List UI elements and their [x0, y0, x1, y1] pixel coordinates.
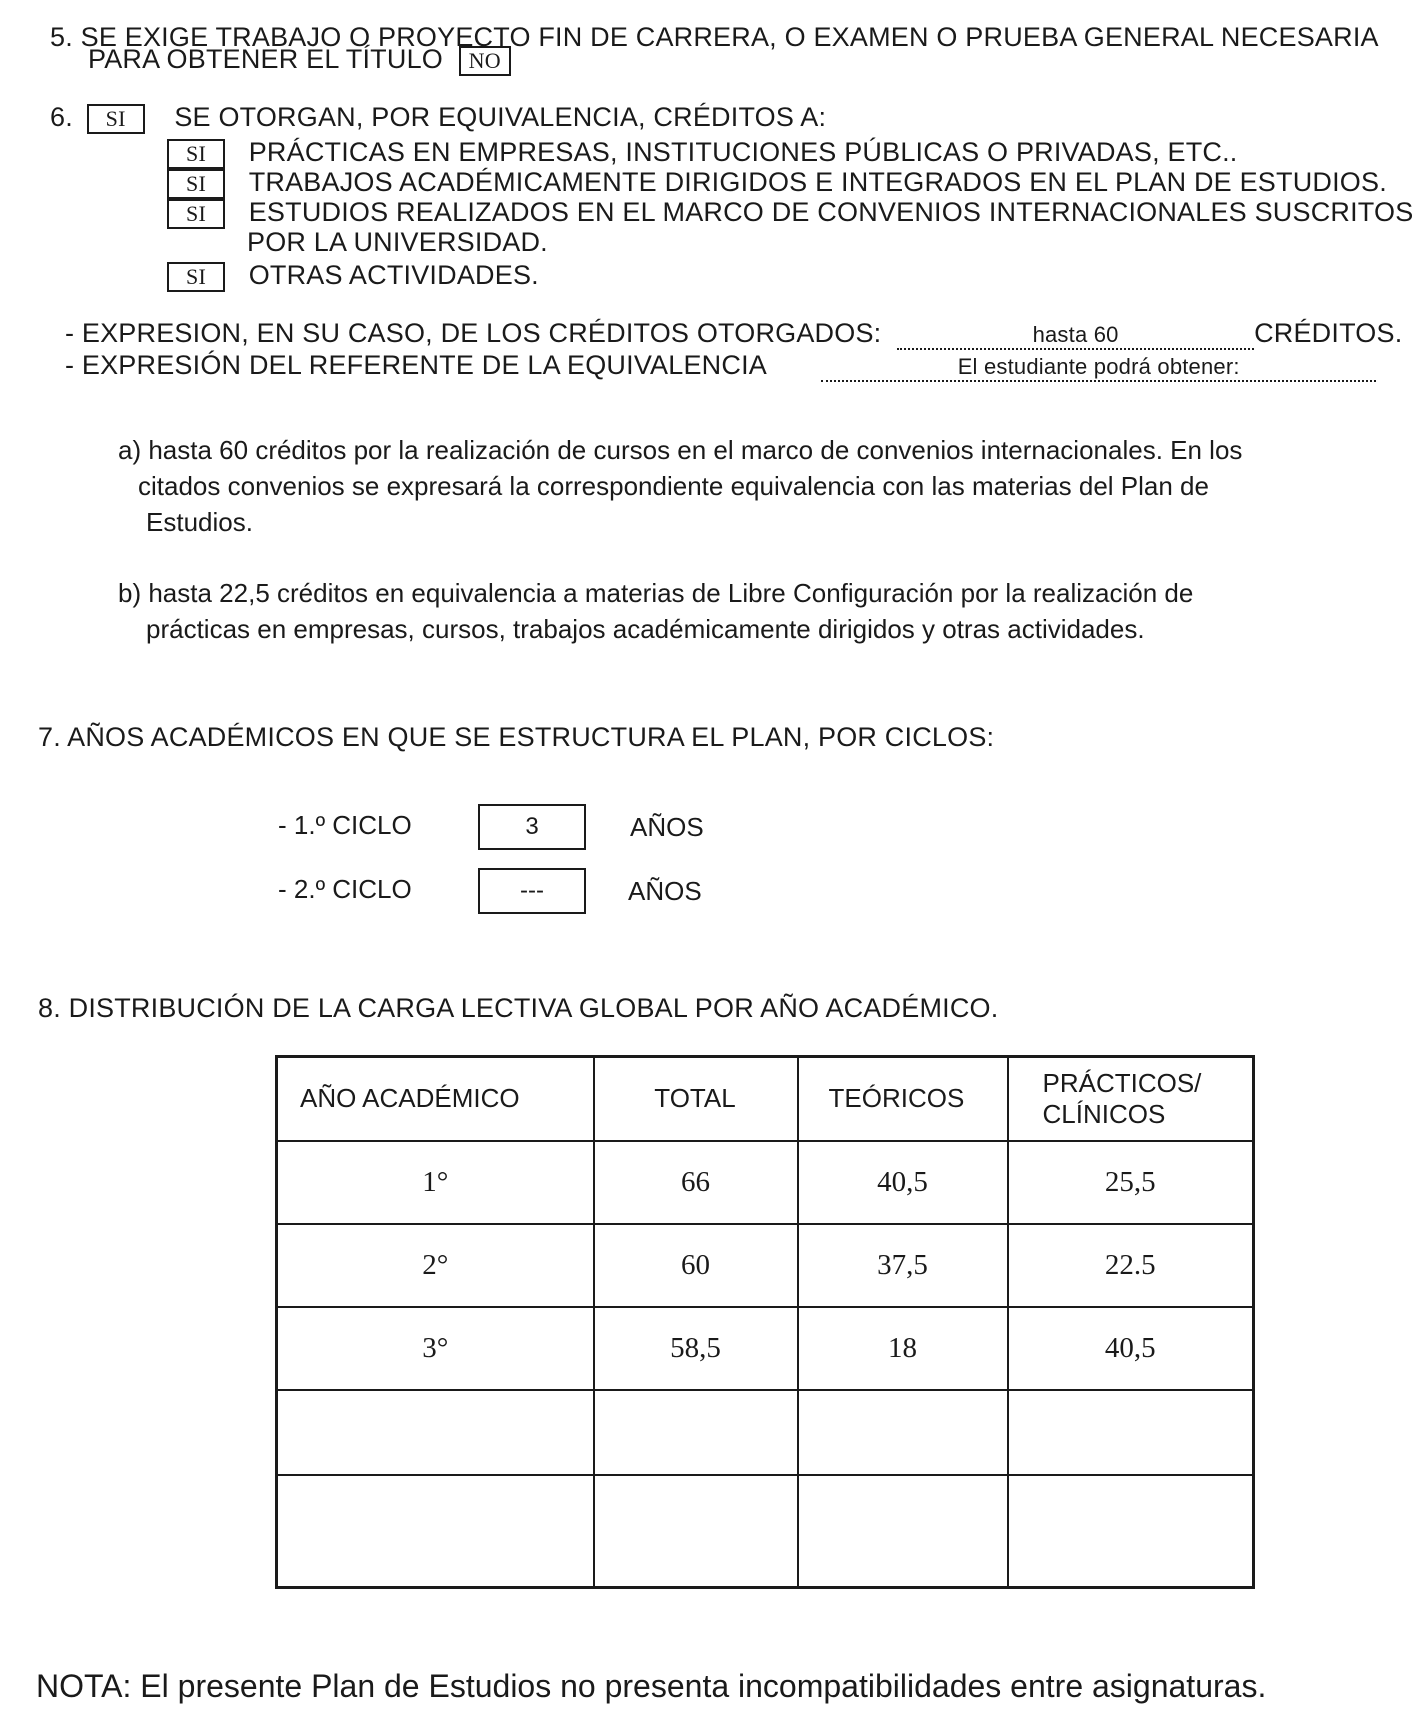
cell-total	[594, 1390, 798, 1475]
item-3-mark: SI	[167, 199, 225, 229]
section-6-number: 6.	[50, 102, 73, 132]
section-6-answer-box: SI	[87, 104, 145, 134]
cell-total: 60	[594, 1224, 798, 1307]
cell-practicos: 40,5	[1008, 1307, 1254, 1390]
paragraph-a-line-2: citados convenios se expresará la correspondiente equivalencia con las materias del Plan de	[138, 471, 1209, 501]
section-5-line-2	[88, 44, 511, 76]
item-4-mark: SI	[167, 262, 225, 292]
item-1-mark: SI	[167, 139, 225, 169]
expr-credits-line	[65, 318, 1402, 350]
cell-practicos: 22.5	[1008, 1224, 1254, 1307]
cell-teoricos	[798, 1390, 1008, 1475]
section-5-question: SE EXIGE TRABAJO O PROYECTO FIN DE CARRERA, O EXAMEN O PRUEBA GENERAL NECESARIA	[80, 22, 1379, 52]
cell-teoricos: 37,5	[798, 1224, 1008, 1307]
cycle-1-label: - 1.º CICLO	[278, 810, 412, 840]
section-8-title: 8. DISTRIBUCIÓN DE LA CARGA LECTIVA GLOBAL POR AÑO ACADÉMICO.	[38, 993, 999, 1023]
section-6-title: SE OTORGAN, POR EQUIVALENCIA, CRÉDITOS A:	[174, 102, 827, 132]
header-teoricos: TEÓRICOS	[798, 1057, 1008, 1141]
expr-credits-value: hasta 60	[897, 322, 1254, 350]
cycle-2-value-box: ---	[478, 868, 586, 914]
paragraph-b	[118, 575, 1193, 647]
cell-practicos	[1008, 1475, 1254, 1588]
cell-teoricos	[798, 1475, 1008, 1588]
item-4-text: OTRAS ACTIVIDADES.	[248, 260, 539, 290]
cell-total: 66	[594, 1141, 798, 1224]
nota-label: NOTA:	[36, 1668, 132, 1704]
section-5-number: 5.	[50, 22, 73, 52]
cycle-1-unit: AÑOS	[630, 812, 704, 842]
carga-lectiva-table	[275, 1055, 1255, 1589]
expr-ref-value: El estudiante podrá obtener:	[821, 354, 1376, 382]
expr-ref-line	[65, 350, 1376, 382]
header-total: TOTAL	[594, 1057, 798, 1141]
cell-ano: 2°	[277, 1224, 594, 1307]
nota-text: El presente Plan de Estudios no presenta incompatibilidades entre asignaturas.	[140, 1668, 1267, 1704]
cell-ano	[277, 1475, 594, 1588]
paragraph-a	[118, 432, 1242, 540]
nota-line	[36, 1668, 1266, 1705]
section-6-item-3	[167, 197, 1413, 229]
section-6-item-1	[167, 137, 1238, 169]
section-5-question-cont: PARA OBTENER EL TÍTULO	[88, 44, 443, 74]
table-row	[277, 1475, 1254, 1588]
item-2-text: TRABAJOS ACADÉMICAMENTE DIRIGIDOS E INTEGRADOS EN EL PLAN DE ESTUDIOS.	[248, 167, 1387, 197]
expr-credits-unit: CRÉDITOS.	[1254, 318, 1403, 348]
header-practicos-line-1: PRÁCTICOS/	[1042, 1067, 1202, 1098]
cell-teoricos: 40,5	[798, 1141, 1008, 1224]
expr-ref-label: - EXPRESIÓN DEL REFERENTE DE LA EQUIVALENCIA	[65, 350, 766, 380]
section-6-item-2	[167, 167, 1387, 199]
item-3-text: ESTUDIOS REALIZADOS EN EL MARCO DE CONVENIOS INTERNACIONALES SUSCRITOS	[248, 197, 1414, 227]
paragraph-a-line-1: a) hasta 60 créditos por la realización de cursos en el marco de convenios internacionales. En los	[118, 435, 1243, 465]
item-3-text-cont: POR LA UNIVERSIDAD.	[247, 227, 548, 257]
cell-teoricos: 18	[798, 1307, 1008, 1390]
paragraph-b-line-1: b) hasta 22,5 créditos en equivalencia a materias de Libre Configuración por la realización de	[118, 578, 1194, 608]
cell-ano: 3°	[277, 1307, 594, 1390]
cell-total	[594, 1475, 798, 1588]
table-row	[277, 1307, 1254, 1390]
cell-practicos	[1008, 1390, 1254, 1475]
section-5-answer-box: NO	[459, 46, 511, 76]
item-2-mark: SI	[167, 169, 225, 199]
cycle-1-value-box: 3	[478, 804, 586, 850]
section-6-item-3-cont	[247, 227, 548, 258]
cycle-2-label: - 2.º CICLO	[278, 874, 412, 904]
cell-practicos: 25,5	[1008, 1141, 1254, 1224]
cycle-2-unit: AÑOS	[628, 876, 702, 906]
table-row	[277, 1141, 1254, 1224]
item-1-text: PRÁCTICAS EN EMPRESAS, INSTITUCIONES PÚBLICAS O PRIVADAS, ETC..	[248, 137, 1238, 167]
section-6-item-4	[167, 260, 539, 292]
paragraph-b-line-2: prácticas en empresas, cursos, trabajos académicamente dirigidos y otras actividades.	[146, 614, 1145, 644]
expr-credits-label: - EXPRESION, EN SU CASO, DE LOS CRÉDITOS OTORGADOS:	[65, 318, 882, 348]
paragraph-a-line-3: Estudios.	[146, 507, 253, 537]
header-ano: AÑO ACADÉMICO	[277, 1057, 594, 1141]
cell-total: 58,5	[594, 1307, 798, 1390]
table-row	[277, 1390, 1254, 1475]
section-6-header	[50, 102, 826, 134]
cell-ano	[277, 1390, 594, 1475]
table-row	[277, 1224, 1254, 1307]
header-practicos-line-2: CLÍNICOS	[1042, 1098, 1166, 1129]
cell-ano: 1°	[277, 1141, 594, 1224]
table-header-row	[277, 1057, 1254, 1141]
section-7-title: 7. AÑOS ACADÉMICOS EN QUE SE ESTRUCTURA EL PLAN, POR CICLOS:	[38, 722, 995, 752]
header-practicos	[1008, 1057, 1254, 1141]
